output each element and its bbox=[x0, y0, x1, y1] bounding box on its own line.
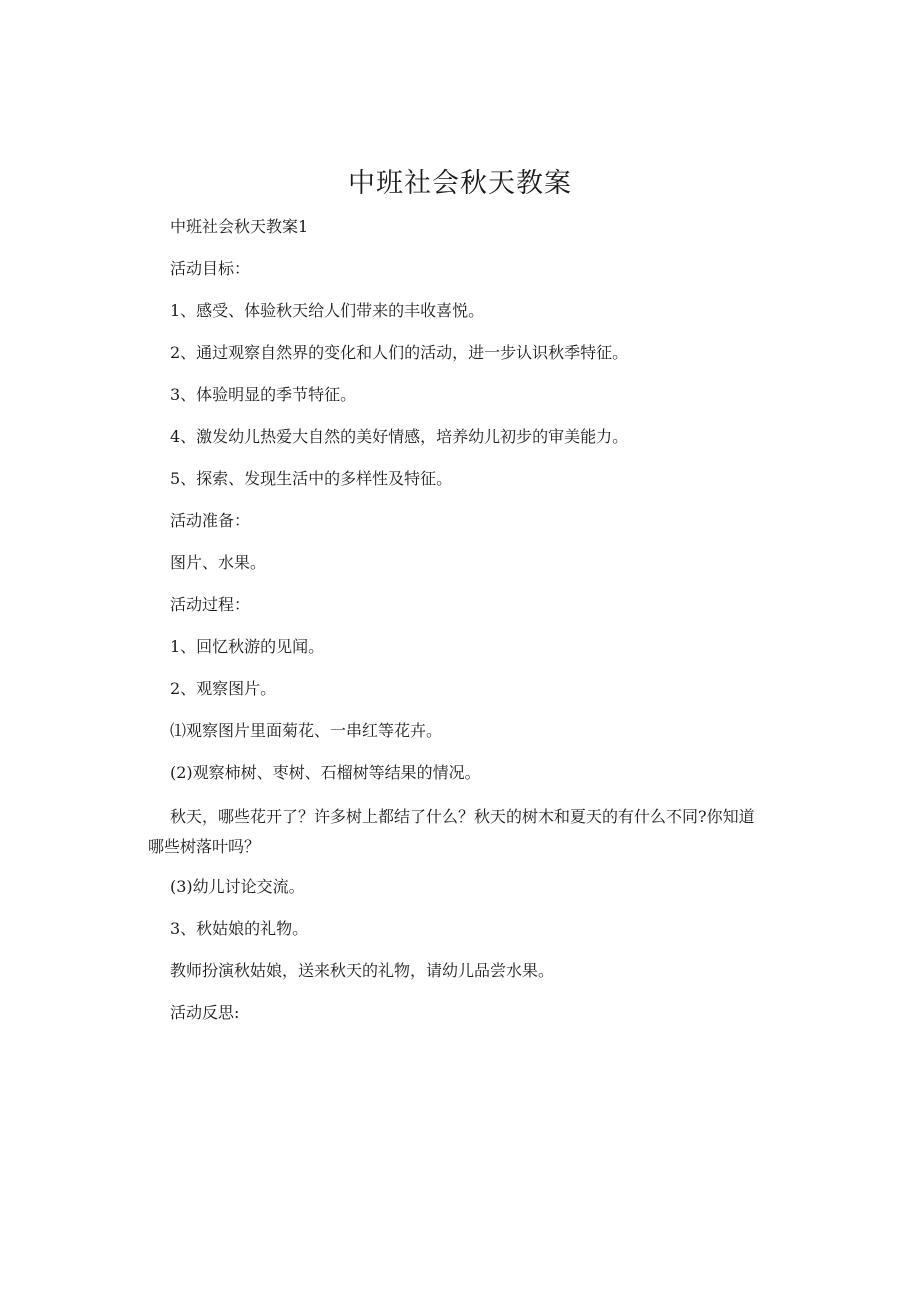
process-substep: (2)观察柿树、枣树、石榴树等结果的情况。 bbox=[170, 763, 481, 782]
process-substep: ⑴观察图片里面菊花、一串红等花卉。 bbox=[170, 721, 443, 740]
preparation-text: 图片、水果。 bbox=[170, 553, 267, 572]
reflection-heading: 活动反思: bbox=[170, 1003, 240, 1022]
process-text: 教师扮演秋姑娘，送来秋天的礼物，请幼儿品尝水果。 bbox=[170, 961, 555, 980]
process-step: 3、秋姑娘的礼物。 bbox=[170, 919, 309, 938]
objective-item: 3、体验明显的季节特征。 bbox=[170, 385, 357, 404]
process-heading: 活动过程： bbox=[170, 595, 251, 614]
question-paragraph: 秋天，哪些花开了？许多树上都结了什么？秋天的树木和夏天的有什么不同?你知道哪些树落叶吗？ bbox=[148, 807, 755, 856]
objective-item: 1、感受、体验秋天给人们带来的丰收喜悦。 bbox=[170, 301, 485, 320]
document-body bbox=[148, 214, 790, 1042]
objective-item: 4、激发幼儿热爱大自然的美好情感，培养幼儿初步的审美能力。 bbox=[170, 427, 629, 446]
preparation-heading: 活动准备： bbox=[170, 511, 251, 530]
process-step: 1、回忆秋游的见闻。 bbox=[170, 637, 325, 656]
process-step: 2、观察图片。 bbox=[170, 679, 277, 698]
objective-item: 2、通过观察自然界的变化和人们的活动，进一步认识秋季特征。 bbox=[170, 343, 629, 362]
process-substep: (3)幼儿讨论交流。 bbox=[170, 877, 305, 896]
section-heading: 中班社会秋天教案1 bbox=[170, 217, 309, 236]
document-title: 中班社会秋天教案 bbox=[348, 168, 572, 199]
objectives-heading: 活动目标： bbox=[170, 259, 251, 278]
objective-item: 5、探索、发现生活中的多样性及特征。 bbox=[170, 469, 453, 488]
